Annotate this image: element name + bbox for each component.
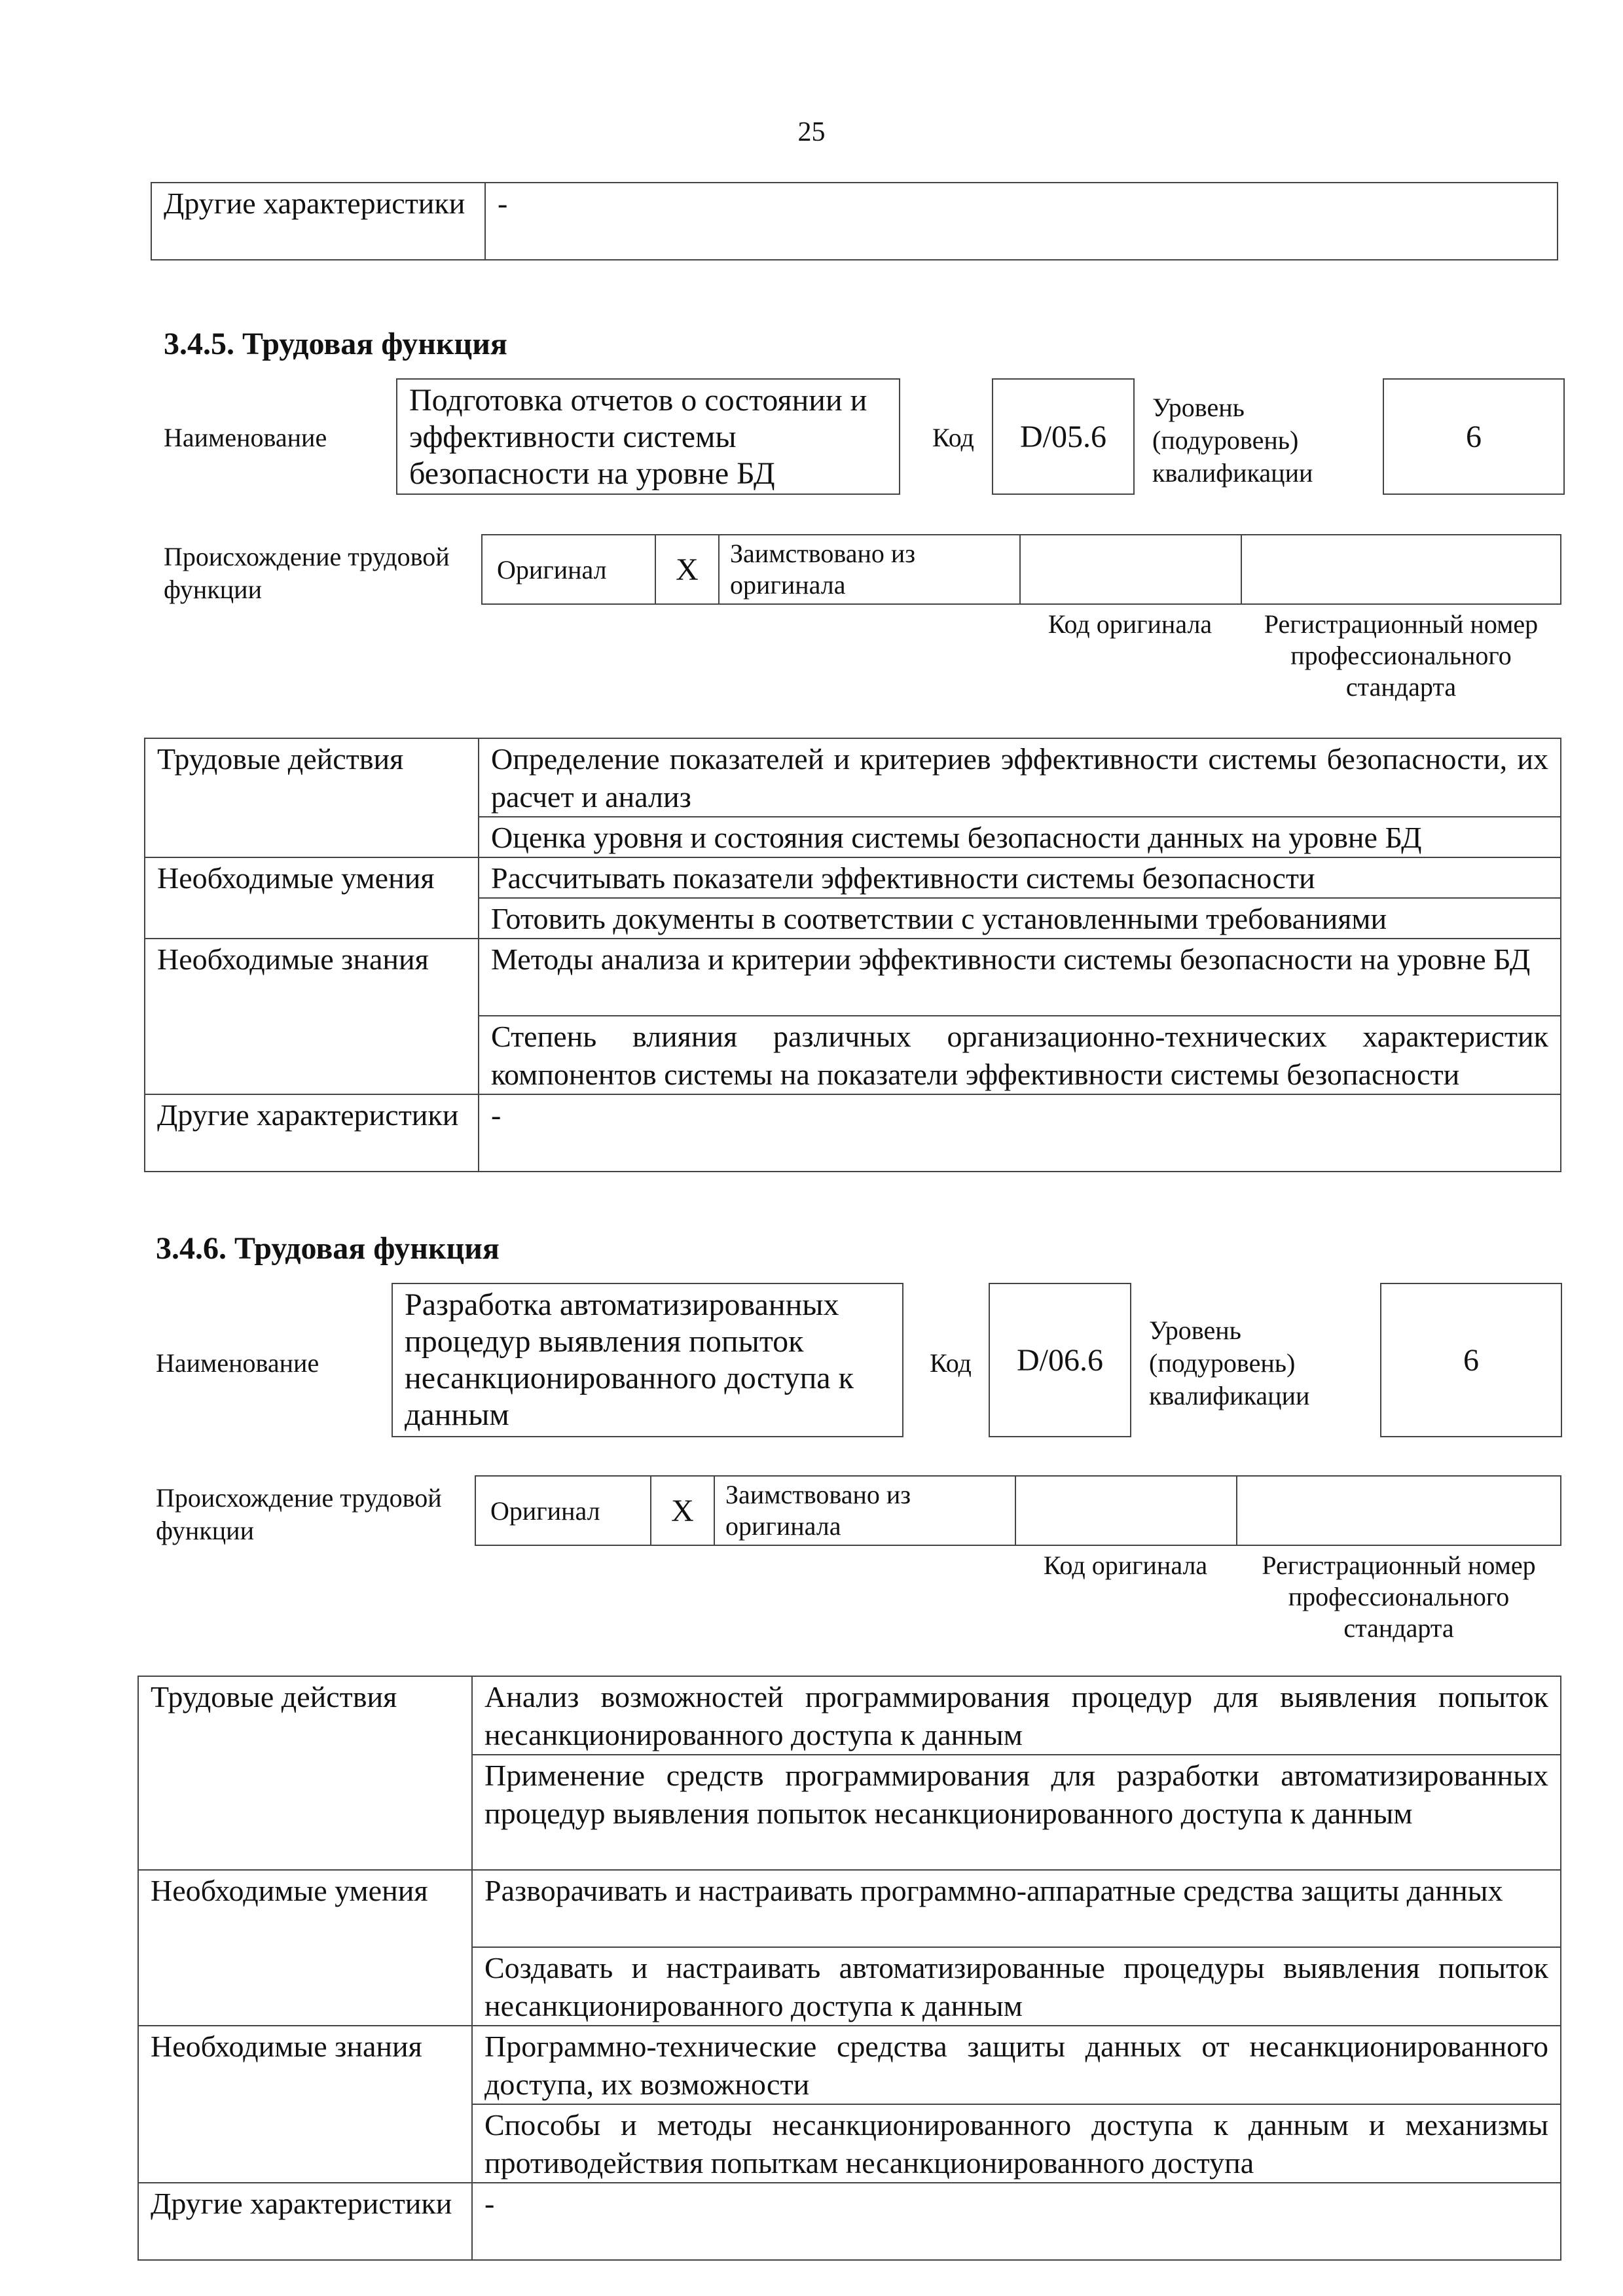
- labor-action-item: Определение показателей и критериев эффективности системы безопасности, их расчет и анализ: [479, 738, 1561, 817]
- skill-item: Рассчитывать показатели эффективности системы безопасности: [479, 857, 1561, 898]
- other-value: -: [472, 2183, 1561, 2260]
- function-details-table: [144, 738, 1561, 1172]
- code-original-caption: Код оригинала: [1043, 1551, 1208, 1580]
- function-details-table: [137, 1676, 1561, 2261]
- top-other-table: [151, 182, 1558, 260]
- labor-actions-label: Трудовые действия: [145, 738, 479, 857]
- skill-item: Готовить документы в соответствии с установленными требованиями: [479, 898, 1561, 939]
- labor-action-item: Оценка уровня и состояния системы безопасности данных на уровне БД: [479, 817, 1561, 857]
- function-name-box: Подготовка отчетов о состоянии и эффективности системы безопасности на уровне БД: [396, 378, 900, 495]
- code-box: D/05.6: [992, 378, 1135, 495]
- other-value: -: [485, 183, 1558, 260]
- code-box: D/06.6: [989, 1283, 1131, 1437]
- labor-actions-label: Трудовые действия: [138, 1676, 472, 1870]
- knowledge-item: Степень влияния различных организационно-технических характеристик компонентов системы на показатели эффективности системы безопасности: [479, 1016, 1561, 1094]
- knowledge-item: Методы анализа и критерии эффективности системы безопасности на уровне БД: [479, 939, 1561, 1016]
- origin-reg-cell: [1237, 1477, 1560, 1545]
- knowledge-item: Программно-технические средства защиты данных от несанкционированного доступа, их возможности: [472, 2026, 1561, 2104]
- origin-row: [481, 534, 1561, 605]
- code-label: Код: [932, 423, 974, 452]
- code-label: Код: [930, 1348, 972, 1378]
- name-label: Наименование: [164, 423, 327, 452]
- other-label: Другие характеристики: [145, 1094, 479, 1172]
- origin-reg-cell: [1242, 535, 1560, 603]
- other-value: -: [479, 1094, 1561, 1172]
- level-label: Уровень (подуровень) квалификации: [1152, 393, 1313, 488]
- origin-code-cell: [1016, 1477, 1237, 1545]
- reg-number-caption: Регистрационный номер профессионального стандарта: [1264, 609, 1539, 702]
- level-box: 6: [1383, 378, 1565, 495]
- origin-code-cell: [1021, 535, 1242, 603]
- reg-number-caption: Регистрационный номер профессионального стандарта: [1262, 1551, 1536, 1643]
- function-name-box: Разработка автоматизированных процедур выявления попыток несанкционированного доступа к данным: [392, 1283, 903, 1437]
- skills-label: Необходимые умения: [145, 857, 479, 939]
- other-label: Другие характеристики: [138, 2183, 472, 2260]
- name-label: Наименование: [156, 1348, 319, 1378]
- knowledge-item: Способы и методы несанкционированного доступа к данным и механизмы противодействия попыткам несанкционированного доступа: [472, 2104, 1561, 2183]
- origin-mark: X: [651, 1477, 715, 1545]
- origin-borrowed-label: Заимствовано из оригинала: [720, 535, 1021, 603]
- origin-label: Происхождение трудовой функции: [164, 542, 450, 604]
- section-title: 3.4.6. Трудовая функция: [156, 1231, 500, 1266]
- knowledge-label: Необходимые знания: [138, 2026, 472, 2183]
- origin-original-label: Оригинал: [476, 1477, 651, 1545]
- origin-label: Происхождение трудовой функции: [156, 1483, 442, 1545]
- origin-original-label: Оригинал: [483, 535, 656, 603]
- origin-borrowed-label: Заимствовано из оригинала: [715, 1477, 1016, 1545]
- labor-action-item: Анализ возможностей программирования процедур для выявления попыток несанкционированного доступа к данным: [472, 1676, 1561, 1755]
- skill-item: Разворачивать и настраивать программно-аппаратные средства защиты данных: [472, 1870, 1561, 1947]
- page-number: 25: [797, 117, 826, 147]
- section-title: 3.4.5. Трудовая функция: [164, 327, 507, 361]
- labor-action-item: Применение средств программирования для разработки автоматизированных процедур выявления попыток несанкционированного доступа к данным: [472, 1755, 1561, 1870]
- origin-row: [475, 1475, 1561, 1546]
- other-label: Другие характеристики: [151, 183, 485, 260]
- origin-mark: X: [656, 535, 720, 603]
- knowledge-label: Необходимые знания: [145, 939, 479, 1094]
- skill-item: Создавать и настраивать автоматизированные процедуры выявления попыток несанкционированного доступа к данным: [472, 1947, 1561, 2026]
- level-box: 6: [1380, 1283, 1562, 1437]
- skills-label: Необходимые умения: [138, 1870, 472, 2026]
- code-original-caption: Код оригинала: [1048, 609, 1213, 639]
- level-label: Уровень (подуровень) квалификации: [1149, 1316, 1310, 1410]
